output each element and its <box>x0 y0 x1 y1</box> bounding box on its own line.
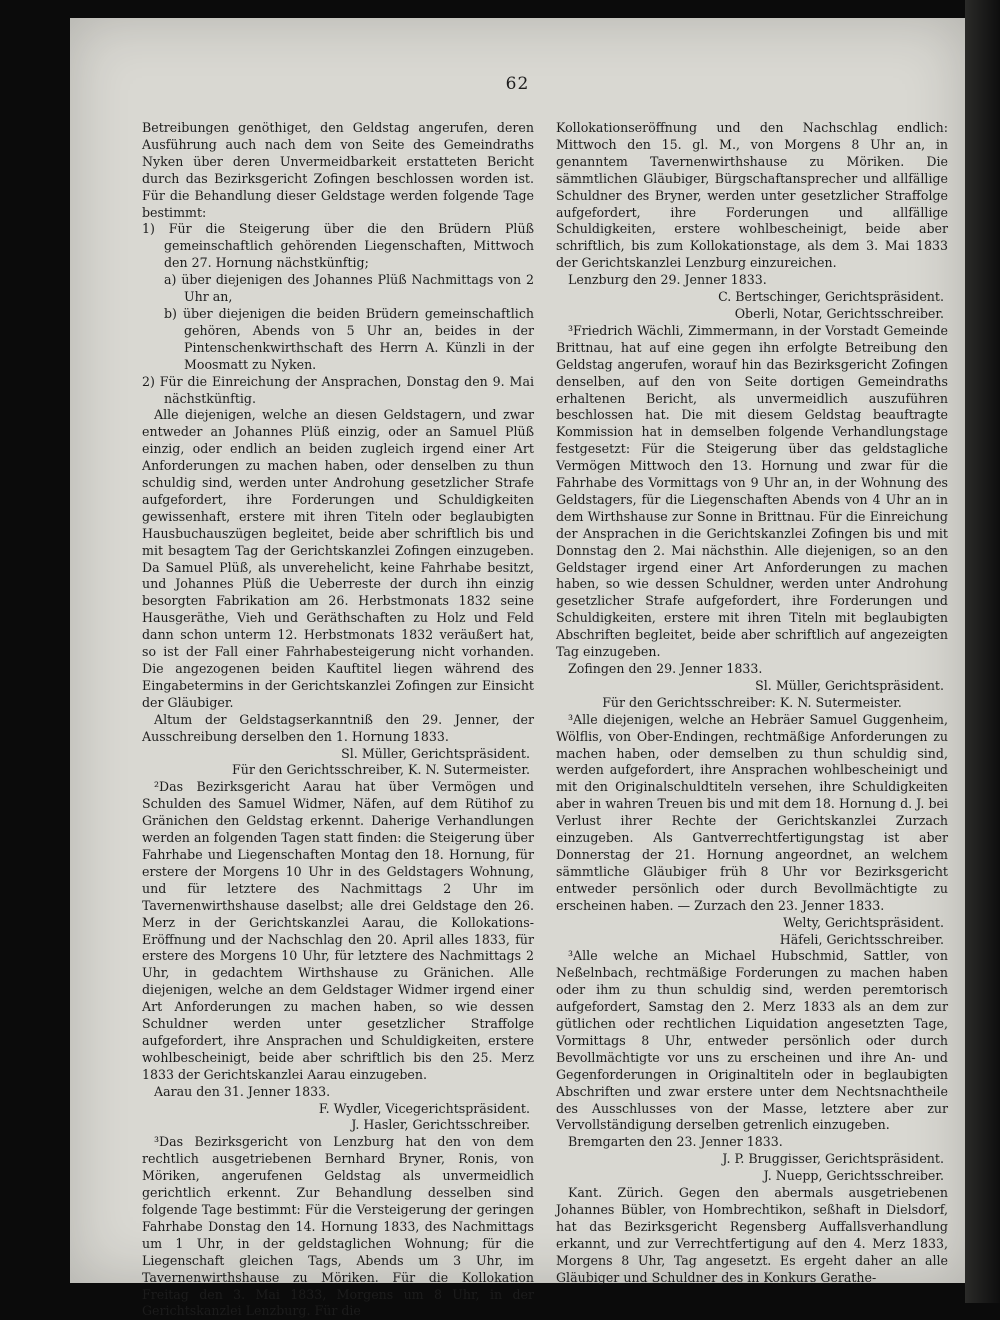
list-subitem: a) über diejenigen des Johannes Plüß Nachmittags von 2 Uhr an, <box>164 272 534 305</box>
signature-line: C. Bertschinger, Gerichtspräsident. <box>718 289 944 305</box>
list-item: 2) Für die Einreichung der Ansprachen, Donstag den 9. Mai nächstkünftig. <box>142 373 534 406</box>
signature-line: Sl. Müller, Gerichtspräsident. <box>341 745 530 761</box>
page-number: 62 <box>505 74 530 94</box>
document-page <box>70 18 965 1319</box>
scan-edge <box>965 0 1000 1303</box>
list-item: 1) Für die Steigerung über die den Brüdern Plüß gemeinschaftlich gehörenden Liegenschaften, Mittwoch den 27. Hornung nächstkünftig; <box>142 221 534 271</box>
notice-paragraph: Alle diejenigen, welche an diesen Geldstagern, und zwar entweder an Johannes Plüß einzig, oder an Samuel Plüß einzig, oder endlich an beiden zugleich irgend einer Art Anforderungen zu machen haben, oder denselben zu thun schuldig sind, werden unter Androhung gesetzlicher Strafe aufgefordert, ihre Forderungen und Schuldigkeiten gewissenhaft, erstere mit ihren Titeln oder beglaubigten Hausbuchauszügen begleitet, beide aber schriftlich bis und mit besagtem Tag der Gerichtskanzlei Zofingen einzugeben. Da Samuel Plüß, als unverehelicht, keine Fahrhabe besitzt, und Johannes Plüß die Ueberreste der durch ihn einzig besorgten Fabrikation am 26. Herbstmonats 1832 seine Hausgeräthe, Vieh und Geräthschaften zu Holz und Feld dann schon unterm 12. Herbstmonats 1832 veräußert hat, so ist der Fall einer Fahrhabesteigerung nicht vorhanden. Die angezogenen beiden Kauftitel liegen während des Eingabetermins in der Gerichtskanzlei Zofingen zur Einsicht der Gläubiger. <box>142 407 534 710</box>
notice-paragraph: Kollokationseröffnung und den Nachschlag endlich: Mittwoch den 15. gl. M., von Morgens 8 Uhr an, in genanntem Tavernenwirthshause zu Möriken. Die sämmtlichen Gläubiger, Bürgschaftansprecher und allfällige Schuldner des Bryner, werden unter gesetzlicher Straffolge aufgefordert, ihre Forderungen und allfällige Schuldigkeiten, erstere wohlbescheinigt, beide aber schriftlich, bis zum Kollokationstage, als dem 3. Mai 1833 der Gerichtskanzlei Lenzburg einzureichen. <box>556 120 948 271</box>
place-date-line: Lenzburg den 29. Jenner 1833. <box>568 272 767 288</box>
signature-line: J. P. Bruggisser, Gerichtspräsident. <box>722 1151 944 1167</box>
date-paragraph: Altum der Geldstagserkanntniß den 29. Jenner, der Ausschreibung derselben den 1. Hornung 1833. <box>142 711 534 744</box>
signature-line: F. Wydler, Vicegerichtspräsident. <box>318 1100 530 1116</box>
notice-paragraph: Kant. Zürich. Gegen den abermals ausgetriebenen Johannes Bübler, von Hombrechtikon, seßhaft in Dielsdorf, hat das Bezirksgericht Regensberg Auffallsverhandlung erkannt, und zur Verrechtfertigung auf den 4. Merz 1833, Morgens 8 Uhr, Tag angesetzt. Es ergeht daher an alle Gläubiger und Schuldner des in Konkurs Gerathe- <box>556 1185 948 1285</box>
signature-line: J. Hasler, Gerichtsschreiber. <box>351 1117 530 1133</box>
place-date-line: Zofingen den 29. Jenner 1833. <box>568 661 763 676</box>
notice-paragraph: ³Friedrich Wächli, Zimmermann, in der Vorstadt Gemeinde Brittnau, hat auf eine gegen ihn erfolgte Betreibung den Geldstag angerufen, worauf hin das Bezirksgericht Zofingen denselben, auf den von Seite dortigen Gemeindraths erhaltenen Bericht, als unvermeidlich auszuführen beschlossen hat. Die mit diesem Geldstag beauftragte Kommission hat in demselben folgende Verhandlungstage festgesetzt: Für die Steigerung über das geldstagliche Vermögen Mittwoch den 13. Hornung und zwar für die Fahrhabe des Vormittags von 9 Uhr an, in der Wohnung des Geldstagers, für die Liegenschaften Abends von 4 Uhr an in dem Wirthshause zur Sonne in Brittnau. Für die Einreichung der Ansprachen in die Gerichtskanzlei Zofingen bis und mit Donnstag den 2. Mai nächsthin. Alle diejenigen, so an den Geldstager irgend einer Art Anforderungen zu machen haben, so wie dessen Schuldner, werden unter Androhung gesetzlicher Strafe aufgefordert, ihre Forderungen und Schuldigkeiten, erstere mit ihren Titeln mit beglaubigten Abschriften begleitet, beide aber schriftlich auf angezeigten Tag einzugeben. <box>556 322 948 660</box>
intro-paragraph: Betreibungen genöthiget, den Geldstag angerufen, deren Ausführung auch nach dem von Seite des Gemeindraths Nyken über deren Unvermeidbarkeit erstatteten Bericht durch das Bezirksgericht Zofingen beschlossen worden ist. Für die Behandlung dieser Geldstage werden folgende Tage bestimmt: <box>142 120 534 220</box>
notice-paragraph: ³Das Bezirksgericht von Lenzburg hat den von dem rechtlich ausgetriebenen Bernhard Bryner, Ronis, von Möriken, angerufenen Geldstag als unvermeidlich gerichtlich erkennt. Zur Behandlung desselben sind folgende Tage bestimmt: Für die Versteigerung der geringen Fahrhabe Donstag den 14. Hornung 1833, des Nachmittags um 1 Uhr, in der geldstaglichen Wohnung; für die Liegenschaft gleichen Tags, Abends um 3 Uhr, im Tavernenwirthshause zu Möriken. Für die Kollokation Freitag den 3. Mai 1833, Morgens um 8 Uhr, in der Gerichtskanzlei Lenzburg. Für die <box>142 1134 534 1319</box>
signature-line: Sl. Müller, Gerichtspräsident. <box>755 677 944 693</box>
place-date-line: Aarau den 31. Jenner 1833. <box>154 1083 331 1099</box>
signature-line: Für den Gerichtsschreiber: K. N. Sutermeister. <box>602 694 902 710</box>
right-column <box>556 120 948 1287</box>
signature-line: J. Nuepp, Gerichtsschreiber. <box>763 1168 944 1184</box>
signature-line: Oberli, Notar, Gerichtsschreiber. <box>734 305 944 321</box>
place-date-line: Bremgarten den 23. Jenner 1833. <box>568 1134 783 1150</box>
left-column <box>142 120 534 1320</box>
notice-paragraph: ³Alle welche an Michael Hubschmid, Sattler, von Neßelnbach, rechtmäßige Forderungen zu machen haben oder ihm zu thun schuldig sind, werden peremtorisch aufgefordert, Samstag den 2. Merz 1833 als an dem zur gütlichen oder rechtlichen Liquidation angesetzten Tage, Vormittags 8 Uhr, entweder persönlich oder durch Bevollmächtigte vor uns zu erscheinen und ihre An- und Gegenforderungen in Originaltiteln oder in beglaubigten Abschriften und zwar erstere unter dem Nechtsnachtheile des Ausschlusses von der Masse, letztere aber zur Vervollständigung derselben getrenlich einzugeben. <box>556 948 948 1133</box>
list-subitem: b) über diejenigen die beiden Brüdern gemeinschaftlich gehören, Abends von 5 Uhr an, beides in der Pintenschenkwirthschaft des Herrn A. Künzli in der Moosmatt zu Nyken. <box>164 305 534 372</box>
notice-paragraph: ²Das Bezirksgericht Aarau hat über Vermögen und Schulden des Samuel Widmer, Näfen, auf dem Rütihof zu Gränichen den Geldstag erkennt. Daherige Verhandlungen werden an folgenden Tagen statt finden: die Steigerung über Fahrhabe und Liegenschaften Montag den 18. Hornung, für erstere der Morgens 10 Uhr in des Geldstagers Wohnung, und für letztere des Nachmittags 2 Uhr im Tavernenwirthshause daselbst; alle drei Geldstage den 26. Merz in der Gerichtskanzlei Aarau, die Kollokations-Eröffnung und der Nachschlag den 20. April alles 1833, für erstere des Morgens 10 Uhr, für letztere des Nachmittags 2 Uhr, in gedachtem Wirthshause zu Gränichen. Alle diejenigen, welche an dem Geldstager Widmer irgend einer Art Anforderungen zu machen haben, so wie dessen Schuldner werden unter gesetzlicher Straffolge aufgefordert, ihre Ansprachen und Schuldigkeiten, erstere wohlbescheinigt, beide aber schriftlich bis den 25. Merz 1833 der Gerichtskanzlei Aarau einzugeben. <box>142 779 534 1082</box>
notice-paragraph: ³Alle diejenigen, welche an Hebräer Samuel Guggenheim, Wölflis, von Ober-Endingen, rechtmäßige Anforderungen zu machen haben, oder demselben zu thun schuldig sind, werden aufgefordert, ihre Ansprachen wohlbescheinigt und mit den Originalschuldtiteln versehen, ihre Schuldigkeiten aber in wahren Treuen bis und mit dem 18. Hornung d. J. bei Verlust ihrer Rechte der Gerichtskanzlei Zurzach einzugeben. Als Gantverrechtfertigungstag ist aber Donnerstag der 21. Hornung angeordnet, an welchem sämmtliche Gläubiger früh 8 Uhr vor Bezirksgericht entweder persönlich oder durch Bevollmächtigte zu erscheinen haben. — Zurzach den 23. Jenner 1833. <box>556 711 948 913</box>
signature-line: Häfeli, Gerichtsschreiber. <box>779 931 944 947</box>
signature-line: Welty, Gerichtspräsident. <box>783 914 944 930</box>
signature-line: Für den Gerichtsschreiber, K. N. Sutermeister. <box>232 762 530 778</box>
